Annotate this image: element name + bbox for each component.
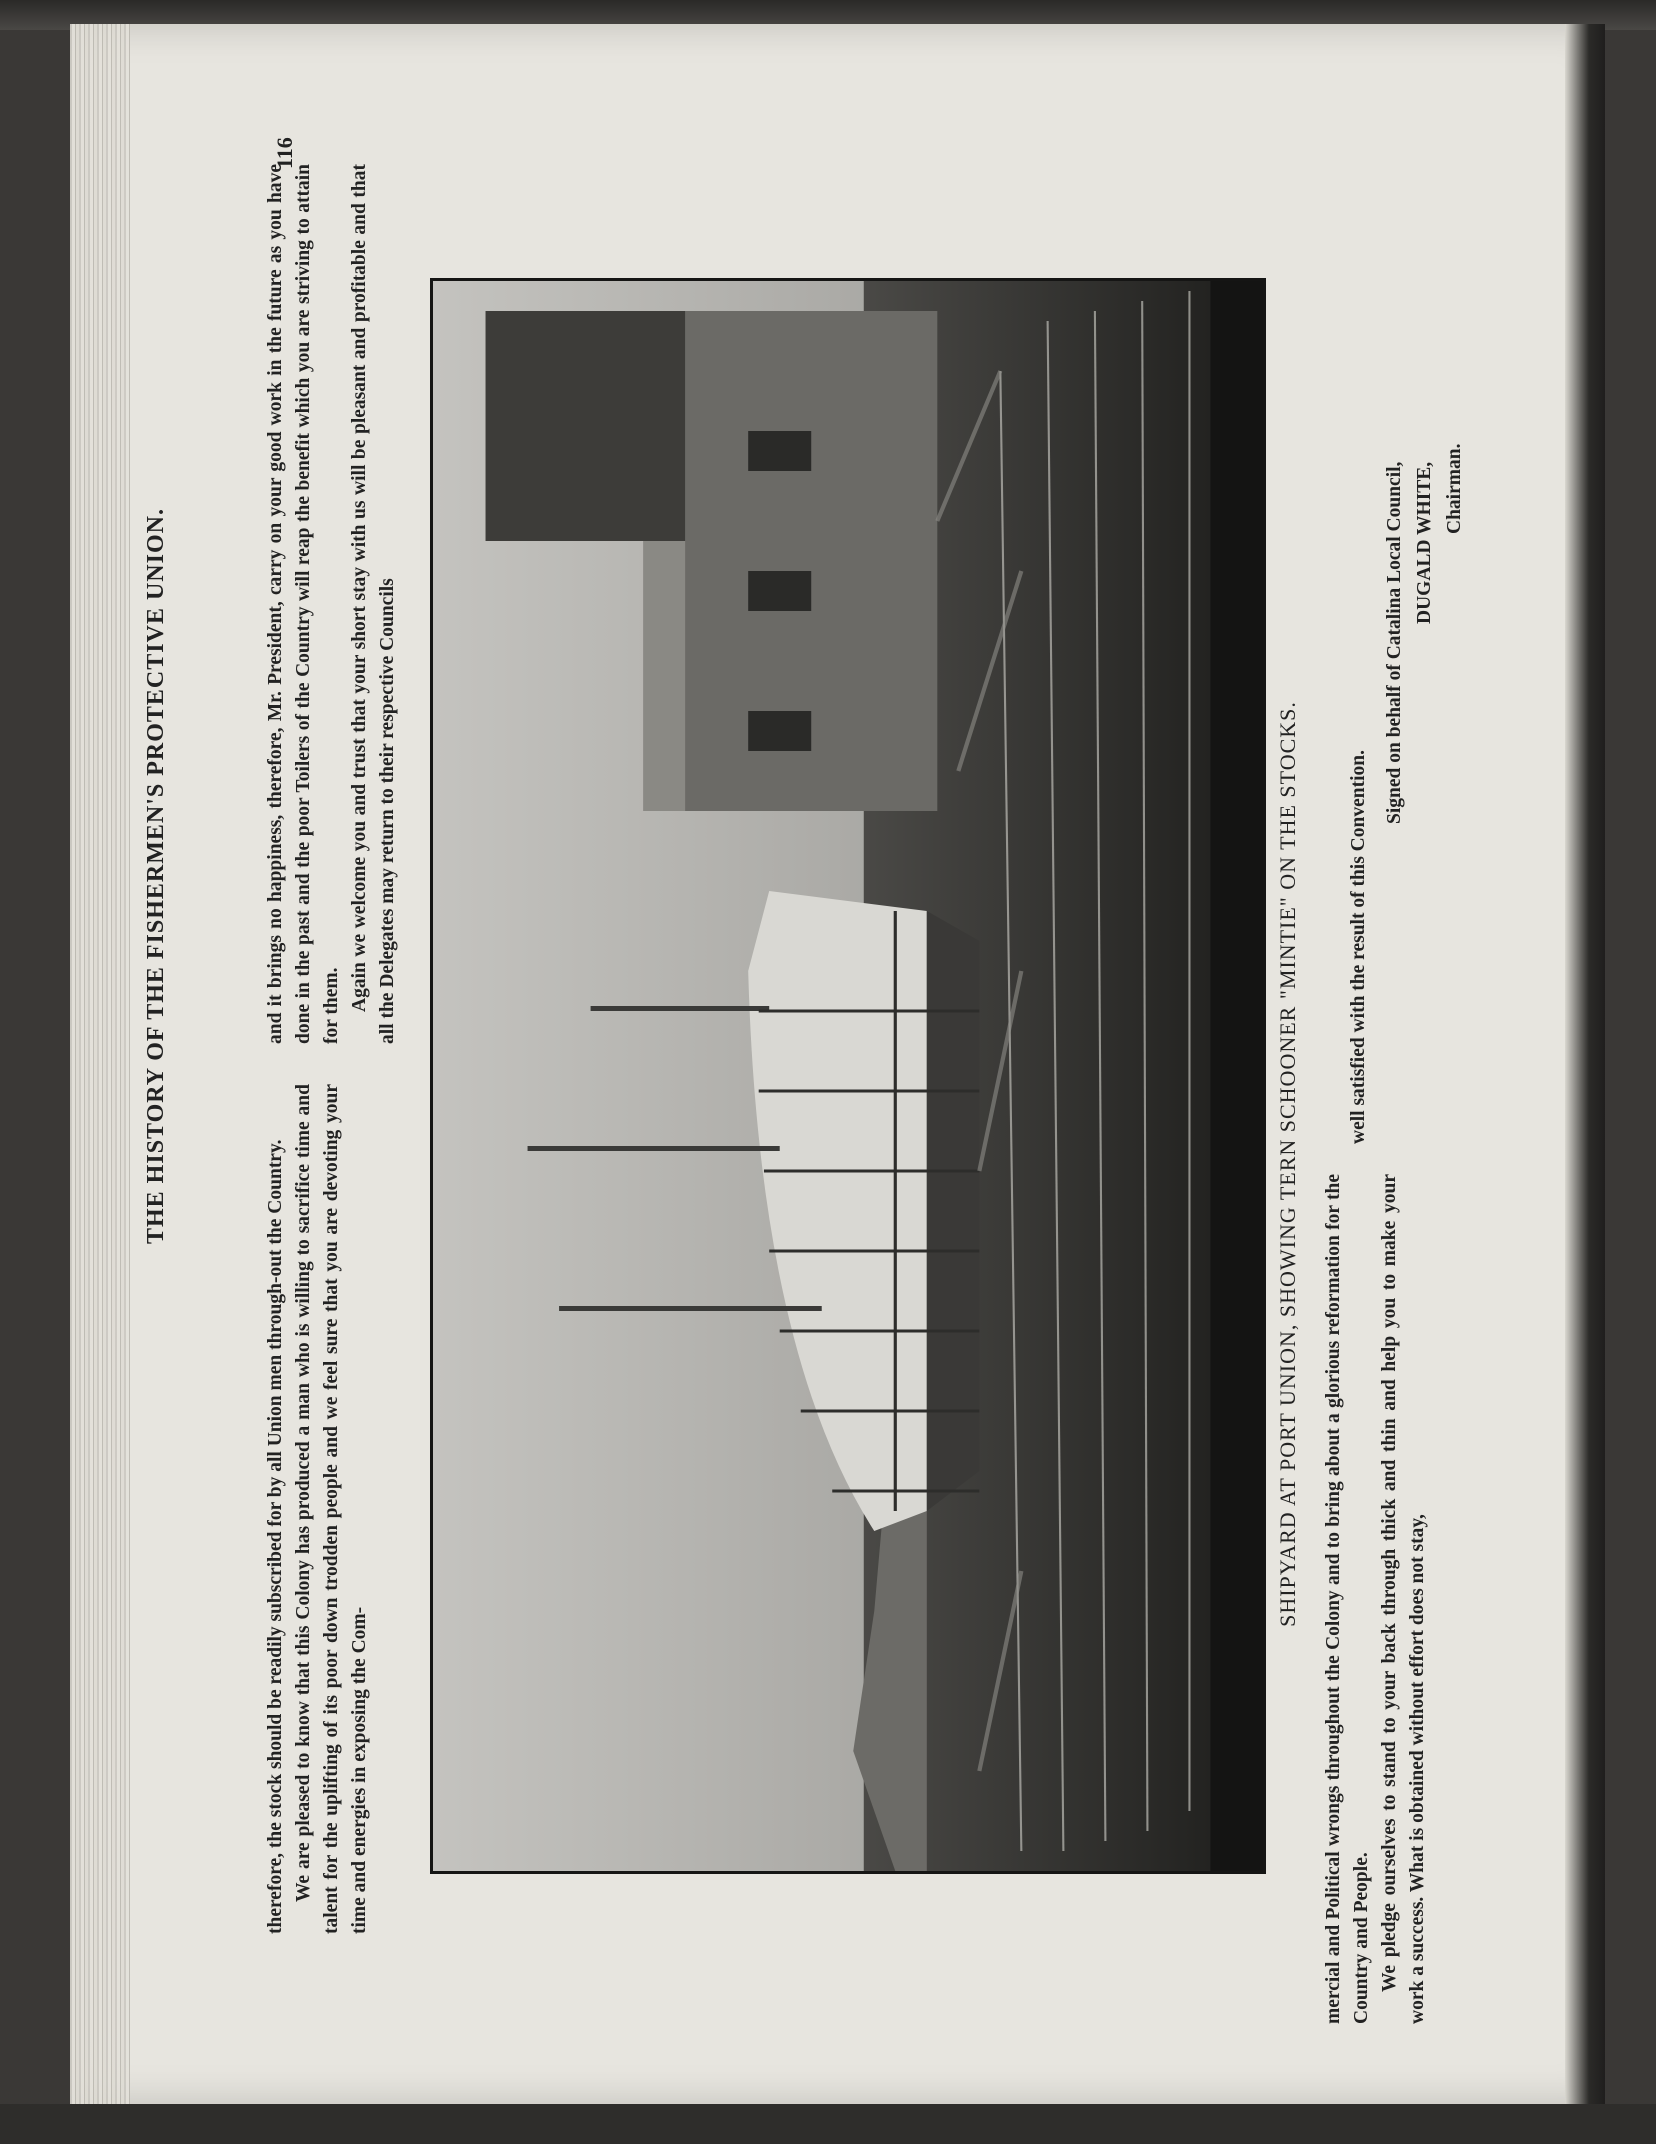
signed-line: Signed on behalf of Catalina Local Council, <box>1384 461 1405 824</box>
photo-caption: SHIPYARD AT PORT UNION, SHOWING TERN SCHOONER "MINTIE" ON THE STOCKS. <box>1275 701 1300 1627</box>
bottom-right-text-column <box>1345 494 1373 1144</box>
signature-block <box>1380 304 1470 864</box>
signatory-name: DUGALD WHITE, <box>1414 461 1435 624</box>
paragraph: and it brings no happiness, therefore, Mr. President, carry on your good work in the future as you have done in the past and the poor Toilers of the Country will reap the benefit which you are striving to attain for them. <box>265 164 342 1044</box>
top-left-text-column <box>262 1084 374 1934</box>
page-number: 116 <box>272 137 297 169</box>
top-right-text-column <box>262 164 402 1044</box>
running-head: THE HISTORY OF THE FISHERMEN'S PROTECTIVE UNION. <box>143 508 169 1244</box>
paragraph: We pledge ourselves to stand to your back through thick and thin and help you to make your work a success. What is obtained without effort does not stay, <box>1379 1174 1428 2024</box>
paragraph: therefore, the stock should be readily subscribed for by all Union men through-out the Country. <box>265 1139 286 1934</box>
shipyard-scene <box>433 281 1263 1871</box>
paragraph: We are pleased to know that this Colony has produced a man who is willing to sacrifice time and talent for the uplifting of its poor down trodden people and we feel sure that you are devoting your time and energies in exposing the Com- <box>293 1084 370 1934</box>
shipyard-photograph <box>430 278 1266 1874</box>
paragraph: mercial and Political wrongs throughout the Colony and to bring about a glorious reformation for the Country and People. <box>1323 1174 1372 2024</box>
signatory-title: Chairman. <box>1444 443 1465 534</box>
paragraph: well satisfied with the result of this Convention. <box>1348 750 1369 1144</box>
bottom-left-text-column <box>1320 1174 1432 2024</box>
paragraph: Again we welcome you and trust that your short stay with us will be pleasant and profitable and that all the Delegates may return to their respective Councils <box>349 164 398 1044</box>
